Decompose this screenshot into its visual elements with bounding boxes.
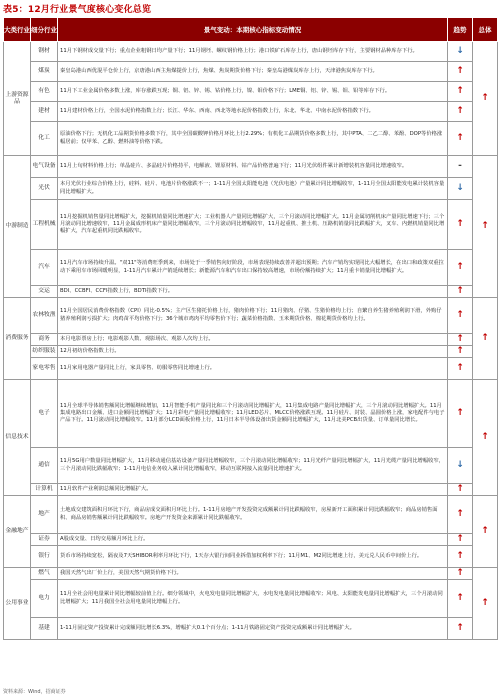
table-row bbox=[4, 334, 498, 346]
category-cell: 信息技术 bbox=[4, 380, 31, 496]
table-row bbox=[4, 496, 498, 534]
table-row bbox=[4, 448, 498, 484]
category-cell: 金融地产 bbox=[4, 496, 31, 568]
description-cell: 11月下工业金属价格多数上涨，库存涨跌互现；铜、铝、锌、锡、钴价格上行，镍、钼价格下行；LME铜、铝、锌、锡、钼、铅等库存下行。 bbox=[58, 82, 448, 102]
description-cell: 11月5G用户数量同比增幅扩大，11月移动通信基站设备产量同比增幅收窄，三个月滚动同比增幅收窄；11月光纤产量同比增幅扩大，11月光缆产量同比增幅收窄，三个月滚动同比跌幅收窄；1-11月电信业务收入累计同比增幅收窄，移动互联网接入流量同比增速扩大。 bbox=[58, 448, 448, 484]
overall-arrow-icon: ↑ bbox=[473, 298, 498, 380]
trend-arrow-icon: ↑ bbox=[448, 102, 473, 122]
source-note: 资料来源：Wind，招商证券 bbox=[3, 689, 66, 695]
trend-arrow-icon: ↑ bbox=[448, 122, 473, 156]
header-sub-industry: 细分行业 bbox=[31, 18, 58, 42]
table-row bbox=[4, 380, 498, 448]
description-cell: 本月光伏行业综合价格上行，硅料、硅片、电池片价格涨跌不一；1-11月全国太阳能电池（光伏电池）产量累计同比增幅收窄，1-11月全国太阳能发电累计装机容量同比增幅扩大。 bbox=[58, 178, 448, 200]
sub-industry-cell: 基建 bbox=[31, 618, 58, 640]
description-cell: 11月全球半导体销售额同比增幅继续增加，11月智能手机产量同比和三个月滚动同比增幅扩大，11月集成电路产量同比增幅扩大，三个月滚动同比增幅扩大。11月集成电路出口金额、进口金额同比增幅扩大；11月彩电产量同比增幅收窄；11月LED芯片、MLCC价格涨跌互现。11月硅片、封装、晶圆价格上涨，家电配件与电子产品下行。11月滚动同比增幅收窄。11月部分LCD面板价格上行，11月日本半导体设备出货金额同比增幅扩大，11月北美PCB出货量、订单量同比增长。 bbox=[58, 380, 448, 448]
description-cell: 原油价格下行；无机化工品期货价格多数下行，其中全国碳酸钾价格月环比上行2.29%；有机化工品期货价格多数上行，其中PTA、二乙二醇、苯酚、DOP等价格涨幅居前；仅甲苯、乙醇、燃料油等价格下跌。 bbox=[58, 122, 448, 156]
description-cell: 11月上旬材料价格上行；单晶硅片、多晶硅片价格持平，电解液、锂原材料、钴产品价格普遍下行；11月光伏组件累计新增装机容量同比增速收窄。 bbox=[58, 156, 448, 178]
trend-arrow-icon: ↑ bbox=[448, 580, 473, 618]
trend-arrow-icon: ↑ bbox=[448, 618, 473, 640]
sub-industry-cell: 有色 bbox=[31, 82, 58, 102]
table-row bbox=[4, 286, 498, 298]
table-row bbox=[4, 178, 498, 200]
table-row bbox=[4, 618, 498, 640]
sub-industry-cell: 燃气 bbox=[31, 568, 58, 580]
sub-industry-cell: 工程机械 bbox=[31, 200, 58, 250]
description-cell: 本月电影票房上行；电影观影人数、观影场次、观影人次均上行。 bbox=[58, 334, 448, 346]
table-title: 表5：12月行业景气度核心变化总览 bbox=[3, 5, 152, 15]
overall-arrow-icon: ↑ bbox=[473, 568, 498, 640]
trend-arrow-icon: ↑ bbox=[448, 298, 473, 334]
trend-arrow-icon: ↓ bbox=[448, 42, 473, 62]
sub-industry-cell: 银行 bbox=[31, 546, 58, 568]
trend-arrow-icon: ↑ bbox=[448, 286, 473, 298]
table-row bbox=[4, 102, 498, 122]
table-row bbox=[4, 484, 498, 496]
overall-arrow-icon: ↑ bbox=[473, 496, 498, 568]
header-trend: 趋势 bbox=[448, 18, 473, 42]
sub-industry-cell: 电气设备 bbox=[31, 156, 58, 178]
trend-arrow-icon: ↓ bbox=[448, 178, 473, 200]
trend-arrow-icon: ↑ bbox=[448, 534, 473, 546]
sub-industry-cell: 汽车 bbox=[31, 250, 58, 286]
table-row bbox=[4, 534, 498, 546]
description-cell: 11月建材价格上行，全国水泥价格指数上行；长江、华东、西南、西北等地水泥价格指数上行，东北、华北、中南水泥价格指数下行。 bbox=[58, 102, 448, 122]
table-row bbox=[4, 122, 498, 156]
table-row bbox=[4, 546, 498, 568]
sub-industry-cell: 光伏 bbox=[31, 178, 58, 200]
industry-overview-table bbox=[3, 17, 498, 640]
trend-arrow-icon: ↑ bbox=[448, 82, 473, 102]
description-cell: 11月汽车市场持续升温。"双11"等消费旺季到来，市场处于一季销售向好阶段，市场表现持续改善并超出预期；汽车产销均实现同比大幅增长，在出口和政策双重拉动下乘用车市场回暖明显，1-11月汽车累计产销延续增长；新能源汽车和汽车出口保持较高增速，市场份额持续扩大；11月重卡销量同比增幅扩大。 bbox=[58, 250, 448, 286]
header-major-industry: 大类行业 bbox=[4, 18, 31, 42]
sub-industry-cell: 交运 bbox=[31, 286, 58, 298]
sub-industry-cell: 建材 bbox=[31, 102, 58, 122]
sub-industry-cell: 通信 bbox=[31, 448, 58, 484]
description-cell: BDI、CCBFI、CCFI指数上行，BDTI指数下行。 bbox=[58, 286, 448, 298]
trend-arrow-icon: ↑ bbox=[448, 546, 473, 568]
header-row bbox=[4, 18, 498, 42]
description-cell: 11月家用电器产量同比上行，家具零售、纺服零售同比增速上行。 bbox=[58, 358, 448, 380]
trend-arrow-icon: ↑ bbox=[448, 380, 473, 448]
header-overall: 总体 bbox=[473, 18, 498, 42]
table-row bbox=[4, 82, 498, 102]
category-cell: 公用事业 bbox=[4, 568, 31, 640]
description-cell: 11月软件产业利润总额同比增幅扩大。 bbox=[58, 484, 448, 496]
trend-arrow-icon: ↑ bbox=[448, 484, 473, 496]
trend-arrow-icon: ↑ bbox=[448, 346, 473, 358]
sub-industry-cell: 化工 bbox=[31, 122, 58, 156]
trend-arrow-icon: ↑ bbox=[448, 358, 473, 380]
overall-arrow-icon: ↑ bbox=[473, 156, 498, 298]
description-cell: 秦皇岛港山西优混平仓价上行，京唐港山西主焦煤提价上行，焦煤、焦炭期货价格下行；秦皇岛港煤炭库存上行，天津港焦炭库存下行。 bbox=[58, 62, 448, 82]
sub-industry-cell: 商务 bbox=[31, 334, 58, 346]
trend-arrow-icon: - bbox=[448, 156, 473, 178]
table-row bbox=[4, 346, 498, 358]
table-row bbox=[4, 156, 498, 178]
trend-arrow-icon: ↑ bbox=[448, 334, 473, 346]
sub-industry-cell: 证券 bbox=[31, 534, 58, 546]
table-row bbox=[4, 62, 498, 82]
overall-arrow-icon: ↑ bbox=[473, 380, 498, 496]
sub-industry-cell: 计算机 bbox=[31, 484, 58, 496]
sub-industry-cell: 电子 bbox=[31, 380, 58, 448]
trend-arrow-icon: ↑ bbox=[448, 496, 473, 534]
trend-arrow-icon: ↑ bbox=[448, 62, 473, 82]
table-row bbox=[4, 250, 498, 286]
description-cell: 11月全国居民消费价格指数（CPI）同比-0.5%；主产区生猪托价格上行，猪肉价格下行；11月猪肉、仔猪、生猪价格均上行；自繁自养生猪养殖利润下滑，外购仔猪养殖利润亏损扩大；肉鸡苗平均价格下行；36个城市鸡肉平均零售价下行；蔬菜价格指数、玉米期货价格、棉花期货价格均上行。 bbox=[58, 298, 448, 334]
description-cell: 11月全社会用电量累计同比增幅较前值上行。细分领域中，火电发电量同比增幅扩大，水电发电量同比增幅收窄；风电、太阳能发电量同比增幅扩大，三个月滚动同比增幅扩大；11月我国全社会用电量同比增幅上行。 bbox=[58, 580, 448, 618]
sub-industry-cell: 地产 bbox=[31, 496, 58, 534]
description-cell: 货币市场持续宽松，隔夜及7天SHIBOR利率月环比下行，1天存大银行间同业拆借加权利率下行；11月M1、M2同比增速上行，美元兑人民币中间价上行。 bbox=[58, 546, 448, 568]
sub-industry-cell: 家电零售 bbox=[31, 358, 58, 380]
sub-industry-cell: 钢材 bbox=[31, 42, 58, 62]
description-cell: 土地成交建筑面积月环比下行，商品房成交面积月环比上行。1-11月房地产开发投资完成额累计同比跌幅收窄，房屋新开工面积累计同比跌幅收窄；商品房销售面积、商品房销售额累计同比跌幅收窄。房地产开发资金来源累计同比跌幅收窄。 bbox=[58, 496, 448, 534]
trend-arrow-icon: ↑ bbox=[448, 250, 473, 286]
description-cell: 1-11月固定资产投资累计完成额同比增长6.3%，增幅扩大0.1个百分点；1-11月铁路固定资产投资完成额累计同比增幅扩大。 bbox=[58, 618, 448, 640]
description-cell: A股成交量、日均交易额月环比上行。 bbox=[58, 534, 448, 546]
sub-industry-cell: 电力 bbox=[31, 580, 58, 618]
overall-arrow-icon: ↑ bbox=[473, 42, 498, 156]
trend-arrow-icon: ↑ bbox=[448, 568, 473, 580]
sub-industry-cell: 农林牧渔 bbox=[31, 298, 58, 334]
table-row bbox=[4, 298, 498, 334]
table-row bbox=[4, 568, 498, 580]
table-row bbox=[4, 358, 498, 380]
description-cell: 12月初纺价格指数上行。 bbox=[58, 346, 448, 358]
table-row bbox=[4, 42, 498, 62]
trend-arrow-icon: ↑ bbox=[448, 200, 473, 250]
description-cell: 11月挖掘机销售量同比增幅扩大，挖掘机销量同比增速扩大；工业机器人产量同比增幅扩大，三个月滚动同比增幅扩大。11月金属切削机床产量同比增速下行；三个月滚动同比增速收窄，11月金属成形机床产量同比增幅收窄，三个月滚动同比增幅收窄，11月起重机、推土机、压路机销量同比跌幅扩大，叉车、内燃机销量同比增幅扩大，汽车起重机同比跌幅收窄。 bbox=[58, 200, 448, 250]
category-cell: 上游资源品 bbox=[4, 42, 31, 156]
description-cell: 11月下钢材成交量下行；重点企业粗钢日均产量下行；11月钢坯、螺纹钢价格上行；港口铁矿石库存上行，唐山钢坯库存下行，主要钢材品种库存下行。 bbox=[58, 42, 448, 62]
trend-arrow-icon: ↓ bbox=[448, 448, 473, 484]
table-row bbox=[4, 580, 498, 618]
category-cell: 中游制造 bbox=[4, 156, 31, 298]
table-row bbox=[4, 200, 498, 250]
sub-industry-cell: 纺织服装 bbox=[31, 346, 58, 358]
sub-industry-cell: 煤炭 bbox=[31, 62, 58, 82]
header-change-description: 景气变动：本期核心指标变动情况 bbox=[58, 18, 448, 42]
description-cell: 我国天然气出厂价上行，美国天然气期货价格下行。 bbox=[58, 568, 448, 580]
category-cell: 消费服务 bbox=[4, 298, 31, 380]
